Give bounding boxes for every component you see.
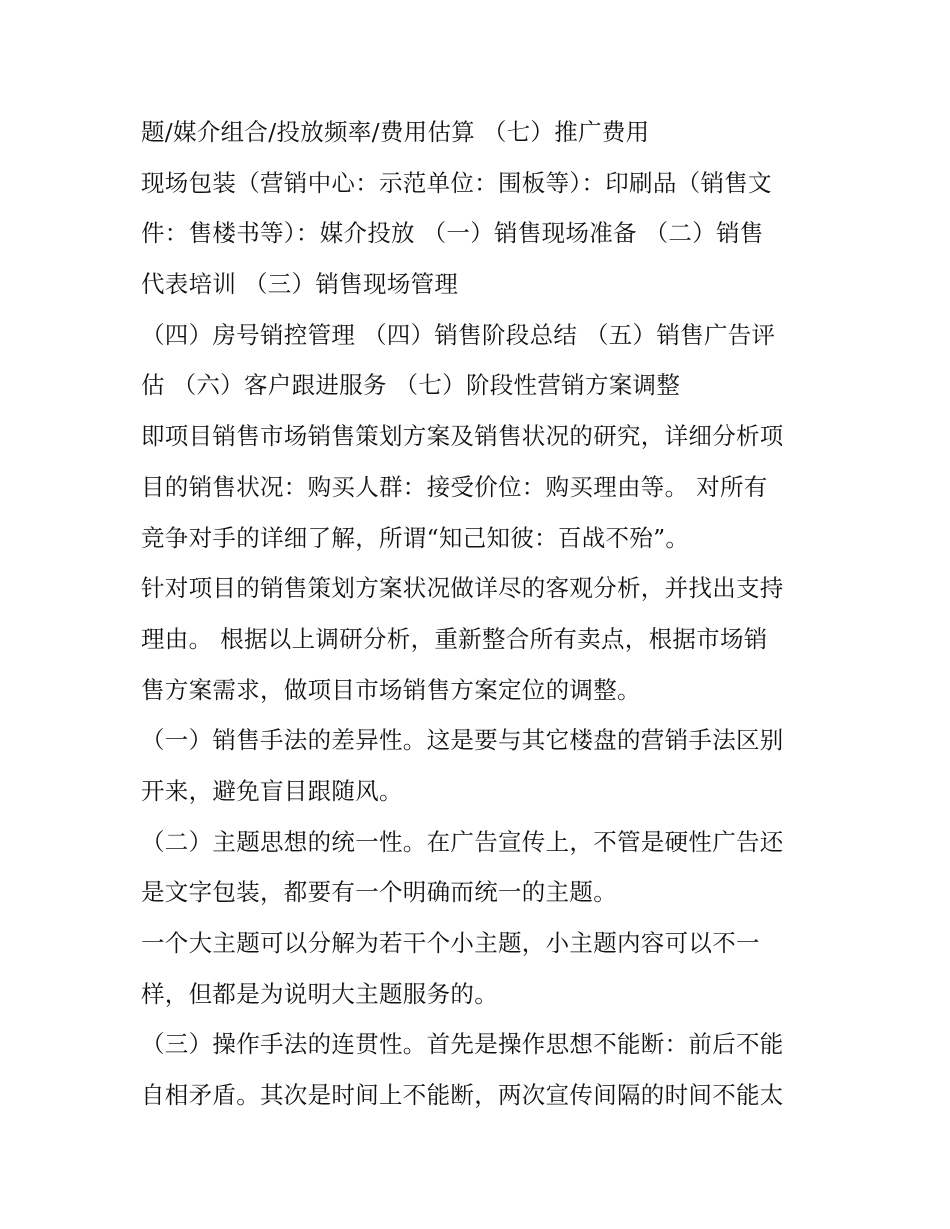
text-line: 现场包装（营销中心：示范单位：围板等）：印刷品（销售文 — [141, 168, 772, 197]
text-line: （二）主题思想的统一性。在广告宣传上，不管是硬性广告还 — [141, 827, 784, 856]
text-line: 自相矛盾。其次是时间上不能断，两次宣传间隔的时间不能太 — [141, 1081, 784, 1110]
text-line: 售方案需求，做项目市场销售方案定位的调整。 — [141, 675, 641, 704]
text-line: 题/媒介组合/投放频率/费用估算 （七）推广费用 — [141, 118, 650, 146]
text-line: （四）房号销控管理 （四）销售阶段总结 （五）销售广告评 — [141, 320, 776, 349]
text-line: 即项目销售市场销售策划方案及销售状况的研究，详细分析项 — [141, 422, 784, 451]
text-line: （一）销售手法的差异性。这是要与其它楼盘的营销手法区别 — [141, 726, 784, 755]
text-line: 件：售楼书等）：媒介投放 （一）销售现场准备 （二）销售 — [141, 219, 764, 248]
text-line: 一个大主题可以分解为若干个小主题，小主题内容可以不一 — [141, 929, 760, 957]
text-line: 竞争对手的详细了解，所谓“知己知彼：百战不殆”。 — [141, 523, 690, 552]
text-line: 针对项目的销售策划方案状况做详尽的客观分析，并找出支持 — [141, 574, 784, 603]
text-line: 代表培训 （三）销售现场管理 — [141, 270, 459, 299]
text-line: 开来，避免盲目跟随风。 — [141, 776, 403, 805]
text-line: 是文字包装，都要有一个明确而统一的主题。 — [141, 878, 617, 907]
text-line: 估 （六）客户跟进服务 （七）阶段性营销方案调整 — [141, 371, 681, 400]
text-line: 样，但都是为说明大主题服务的。 — [141, 979, 498, 1008]
body-text — [141, 107, 821, 1121]
text-line: （三）操作手法的连贯性。首先是操作思想不能断：前后不能 — [141, 1030, 784, 1059]
text-line: 目的销售状况：购买人群：接受价位：购买理由等。 对所有 — [141, 472, 768, 501]
text-line: 理由。 根据以上调研分析，重新整合所有卖点，根据市场销 — [141, 624, 768, 653]
